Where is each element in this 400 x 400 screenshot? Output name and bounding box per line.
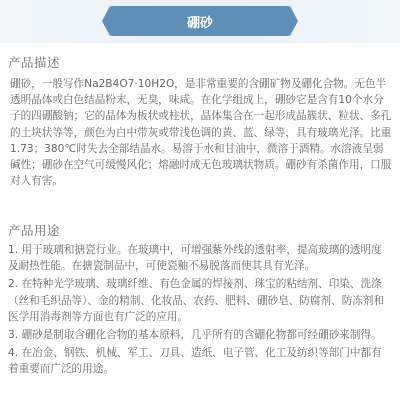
description-text: 硼砂，一般写作Na2B4O7·10H2O，是非常重要的含硼矿物及硼化合物。无色半透明晶体或白色结晶粉末，无臭，味咸。在化学组成上，硼砂它是含有10个水分子的四硼酸钠；它的晶体为板状或柱状，晶体集合在一起形成晶簇状、粒状、多孔的土块状等等，颜色为白中带灰或带浅色调的黄、蓝、绿等，具有玻璃光泽。比重1.73；380℃时失去全部结晶水。易溶于水和甘油中，微溶于酒精。水溶液呈弱碱性；硼砂在空气可缓慢风化；熔融时成无色玻璃状物质。硼砂有杀菌作用，口服对人有害。: [10, 78, 392, 188]
uses-item: 2. 在特种光学玻璃、玻璃纤维、有色金属的焊接剂、珠宝的粘结剂、印染、洗涤（丝和毛织品等）、金的精制、化妆品、农药、肥料、硼砂皂、防腐剂、防冻剂和医学用消毒剂等方面也有广泛的应用。: [8, 278, 385, 323]
uses-item: 1. 用于玻璃和搪瓷行业。在玻璃中，可增强紫外线的透射率，提高玻璃的透明度及耐热性能。在搪瓷制品中，可使瓷釉不易脱落而使其具有光泽。: [8, 244, 382, 273]
product-title-banner: [110, 6, 290, 36]
uses-item: 3. 硼砂是制取含硼化合物的基本原料，几乎所有的含硼化物都可经硼砂来制得。: [8, 329, 382, 342]
uses-list: [8, 242, 392, 380]
product-title: 硼砂: [186, 15, 213, 31]
uses-item: 4. 在冶金、钢铁、机械、军工、刀具、造纸、电子管、化工及纺织等部门中都有着重要而广泛的用途。: [8, 347, 382, 376]
uses-heading: 产品用途: [8, 223, 61, 238]
description-heading: 产品描述: [8, 55, 61, 70]
